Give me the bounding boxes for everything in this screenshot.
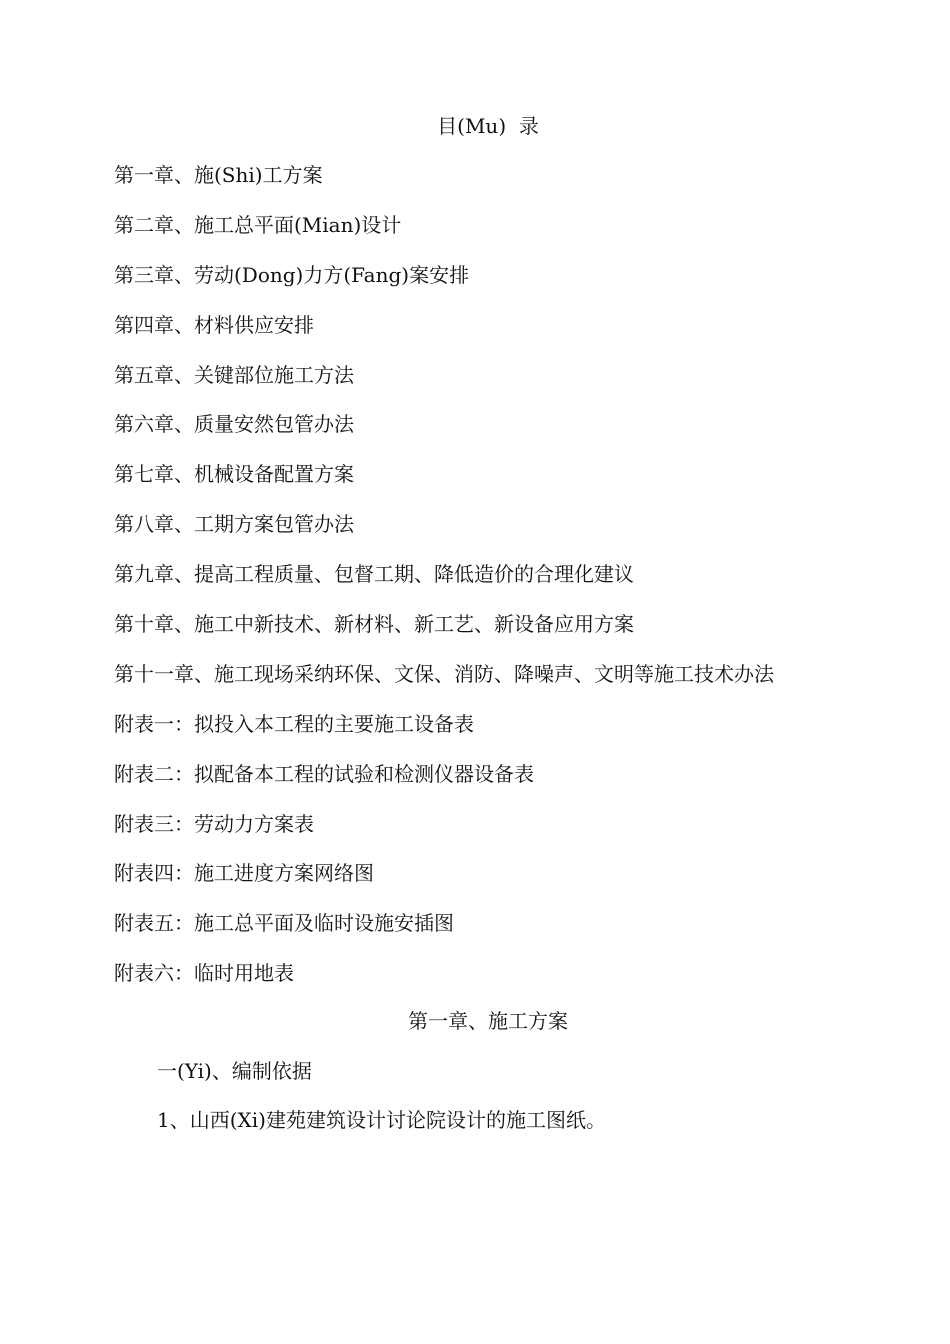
toc-item-appendix-4: 附表四：施工进度方案网络图	[114, 861, 374, 886]
toc-item-chapter-11: 第十一章、施工现场采纳环保、文保、消防、降噪声、文明等施工技术办法	[114, 661, 774, 686]
paragraph: 1、山西(Xi)建苑建筑设计讨论院设计的施工图纸。	[157, 1108, 606, 1132]
toc-item-chapter-10: 第十章、施工中新技术、新材料、新工艺、新设备应用方案	[114, 612, 634, 637]
toc-item-chapter-7: 第七章、机械设备配置方案	[114, 462, 354, 487]
toc-item-appendix-6: 附表六：临时用地表	[114, 961, 294, 986]
toc-item-appendix-2: 附表二：拟配备本工程的试验和检测仪器设备表	[114, 761, 534, 786]
toc-item-chapter-9: 第九章、提高工程质量、包督工期、降低造价的合理化建议	[114, 562, 634, 587]
toc-item-chapter-8: 第八章、工期方案包管办法	[114, 512, 354, 537]
toc-item-chapter-5: 第五章、关键部位施工方法	[114, 362, 354, 387]
toc-item-chapter-6: 第六章、质量安然包管办法	[114, 412, 354, 437]
toc-item-chapter-2: 第二章、施工总平面(Mian)设计	[114, 212, 402, 237]
toc-item-appendix-1: 附表一：拟投入本工程的主要施工设备表	[114, 711, 474, 736]
toc-item-chapter-1: 第一章、施(Shi)工方案	[114, 163, 323, 187]
toc-title: 目(Mu) 录	[437, 114, 539, 138]
toc-item-appendix-3: 附表三：劳动力方案表	[114, 811, 314, 836]
toc-item-chapter-3: 第三章、劳动(Dong)力方(Fang)案安排	[114, 262, 470, 287]
toc-item-chapter-4: 第四章、材料供应安排	[114, 312, 314, 337]
section-heading: 一(Yi)、编制依据	[157, 1059, 312, 1083]
chapter-title: 第一章、施工方案	[408, 1009, 568, 1033]
toc-list	[114, 160, 774, 1008]
toc-item-appendix-5: 附表五：施工总平面及临时设施安插图	[114, 911, 454, 936]
